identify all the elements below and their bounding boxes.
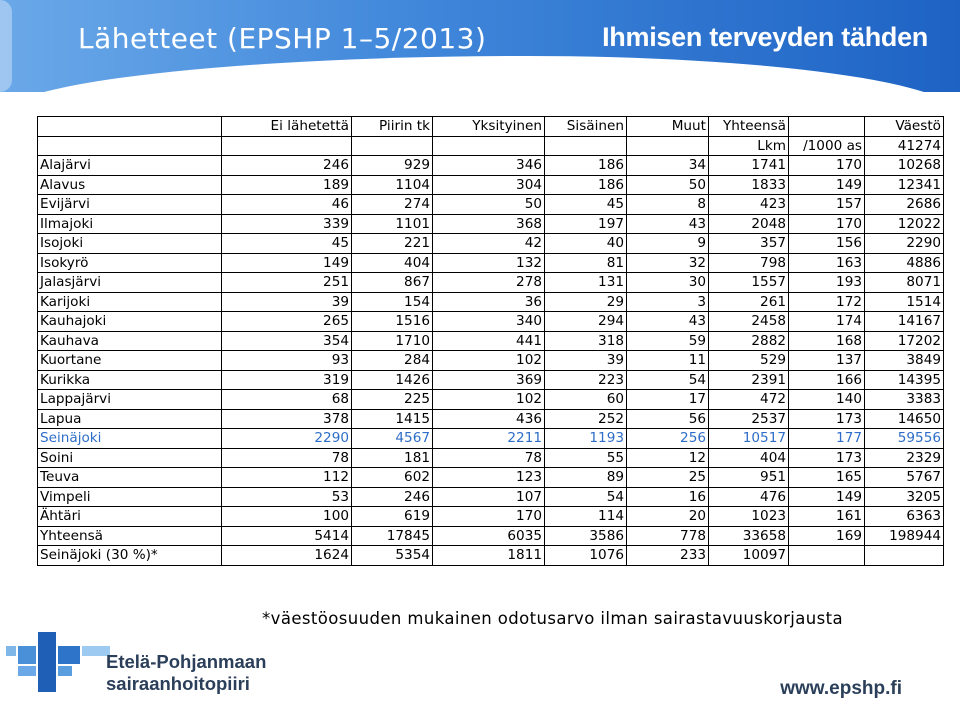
value-cell: 2290 bbox=[222, 429, 352, 449]
value-cell: 68 bbox=[222, 390, 352, 410]
table-header-cell: Lkm bbox=[709, 136, 789, 156]
value-cell: 56 bbox=[627, 409, 709, 429]
value-cell: 294 bbox=[545, 312, 627, 332]
value-cell: 17 bbox=[627, 390, 709, 410]
value-cell: 1101 bbox=[352, 214, 433, 234]
table-header-row bbox=[38, 117, 944, 137]
value-cell: 3 bbox=[627, 292, 709, 312]
value-cell: 304 bbox=[433, 175, 545, 195]
value-cell: 441 bbox=[433, 331, 545, 351]
value-cell: 59556 bbox=[865, 429, 944, 449]
value-cell: 423 bbox=[709, 195, 789, 215]
municipality-cell: Kuortane bbox=[38, 351, 222, 371]
value-cell: 173 bbox=[789, 409, 865, 429]
value-cell: 172 bbox=[789, 292, 865, 312]
value-cell: 60 bbox=[545, 390, 627, 410]
value-cell: 340 bbox=[433, 312, 545, 332]
value-cell: 5414 bbox=[222, 526, 352, 546]
municipality-cell: Karijoki bbox=[38, 292, 222, 312]
municipality-cell: Soini bbox=[38, 448, 222, 468]
value-cell: 14395 bbox=[865, 370, 944, 390]
value-cell: 163 bbox=[789, 253, 865, 273]
slide-title: Lähetteet (EPSHP 1–5/2013) bbox=[78, 22, 487, 55]
value-cell: 261 bbox=[709, 292, 789, 312]
value-cell: 951 bbox=[709, 468, 789, 488]
value-cell: 472 bbox=[709, 390, 789, 410]
value-cell: 368 bbox=[433, 214, 545, 234]
value-cell: 2290 bbox=[865, 234, 944, 254]
value-cell: 170 bbox=[789, 156, 865, 176]
table-header-cell: Yksityinen bbox=[433, 117, 545, 137]
table-header-cell bbox=[352, 136, 433, 156]
table-header-cell bbox=[38, 117, 222, 137]
table-header-cell bbox=[222, 136, 352, 156]
value-cell: 10517 bbox=[709, 429, 789, 449]
value-cell: 1193 bbox=[545, 429, 627, 449]
value-cell: 867 bbox=[352, 273, 433, 293]
table-row bbox=[38, 214, 944, 234]
value-cell: 3205 bbox=[865, 487, 944, 507]
value-cell: 12 bbox=[627, 448, 709, 468]
value-cell: 278 bbox=[433, 273, 545, 293]
value-cell: 2211 bbox=[433, 429, 545, 449]
table-row bbox=[38, 253, 944, 273]
value-cell: 42 bbox=[433, 234, 545, 254]
value-cell: 17845 bbox=[352, 526, 433, 546]
value-cell: 32 bbox=[627, 253, 709, 273]
value-cell: 137 bbox=[789, 351, 865, 371]
value-cell: 53 bbox=[222, 487, 352, 507]
value-cell: 154 bbox=[352, 292, 433, 312]
value-cell: 798 bbox=[709, 253, 789, 273]
value-cell: 357 bbox=[709, 234, 789, 254]
value-cell: 14650 bbox=[865, 409, 944, 429]
value-cell: 186 bbox=[545, 156, 627, 176]
municipality-cell: Isojoki bbox=[38, 234, 222, 254]
table-header-cell bbox=[545, 136, 627, 156]
table-row bbox=[38, 487, 944, 507]
municipality-cell: Seinäjoki (30 %)* bbox=[38, 546, 222, 566]
value-cell: 29 bbox=[545, 292, 627, 312]
table-header-cell: Muut bbox=[627, 117, 709, 137]
value-cell: 1833 bbox=[709, 175, 789, 195]
table-row bbox=[38, 292, 944, 312]
value-cell: 161 bbox=[789, 507, 865, 527]
table-row bbox=[38, 409, 944, 429]
value-cell: 149 bbox=[789, 175, 865, 195]
value-cell: 1076 bbox=[545, 546, 627, 566]
value-cell: 2329 bbox=[865, 448, 944, 468]
value-cell: 319 bbox=[222, 370, 352, 390]
value-cell: 3586 bbox=[545, 526, 627, 546]
value-cell: 169 bbox=[789, 526, 865, 546]
value-cell: 189 bbox=[222, 175, 352, 195]
value-cell: 168 bbox=[789, 331, 865, 351]
value-cell: 140 bbox=[789, 390, 865, 410]
table-row bbox=[38, 526, 944, 546]
value-cell: 39 bbox=[222, 292, 352, 312]
value-cell: 170 bbox=[433, 507, 545, 527]
value-cell: 39 bbox=[545, 351, 627, 371]
value-cell: 165 bbox=[789, 468, 865, 488]
value-cell: 181 bbox=[352, 448, 433, 468]
value-cell: 10097 bbox=[709, 546, 789, 566]
value-cell: 252 bbox=[545, 409, 627, 429]
value-cell: 100 bbox=[222, 507, 352, 527]
value-cell: 186 bbox=[545, 175, 627, 195]
value-cell: 8 bbox=[627, 195, 709, 215]
table-row bbox=[38, 370, 944, 390]
value-cell: 1023 bbox=[709, 507, 789, 527]
organization-name-line2: sairaanhoitopiiri bbox=[106, 673, 250, 694]
value-cell: 173 bbox=[789, 448, 865, 468]
slogan: Ihmisen terveyden tähden bbox=[602, 22, 928, 52]
value-cell: 25 bbox=[627, 468, 709, 488]
value-cell: 30 bbox=[627, 273, 709, 293]
value-cell: 1415 bbox=[352, 409, 433, 429]
value-cell: 602 bbox=[352, 468, 433, 488]
table-row bbox=[38, 273, 944, 293]
value-cell: 50 bbox=[627, 175, 709, 195]
value-cell: 1811 bbox=[433, 546, 545, 566]
value-cell bbox=[865, 546, 944, 566]
value-cell: 256 bbox=[627, 429, 709, 449]
value-cell: 102 bbox=[433, 390, 545, 410]
value-cell: 251 bbox=[222, 273, 352, 293]
value-cell: 17202 bbox=[865, 331, 944, 351]
value-cell: 59 bbox=[627, 331, 709, 351]
value-cell: 107 bbox=[433, 487, 545, 507]
municipality-cell: Lapua bbox=[38, 409, 222, 429]
value-cell: 9 bbox=[627, 234, 709, 254]
municipality-cell: Lappajärvi bbox=[38, 390, 222, 410]
municipality-cell: Kurikka bbox=[38, 370, 222, 390]
value-cell: 132 bbox=[433, 253, 545, 273]
value-cell: 225 bbox=[352, 390, 433, 410]
cross-logo-icon bbox=[6, 632, 110, 692]
table-row bbox=[38, 312, 944, 332]
value-cell: 149 bbox=[789, 487, 865, 507]
value-cell: 339 bbox=[222, 214, 352, 234]
value-cell: 6363 bbox=[865, 507, 944, 527]
value-cell: 378 bbox=[222, 409, 352, 429]
value-cell: 2537 bbox=[709, 409, 789, 429]
table-row bbox=[38, 546, 944, 566]
table-header-cell bbox=[627, 136, 709, 156]
value-cell: 2686 bbox=[865, 195, 944, 215]
municipality-cell: Kauhava bbox=[38, 331, 222, 351]
organization-name bbox=[106, 651, 266, 695]
table-row bbox=[38, 468, 944, 488]
value-cell: 43 bbox=[627, 214, 709, 234]
value-cell: 45 bbox=[222, 234, 352, 254]
table-row bbox=[38, 234, 944, 254]
municipality-cell: Jalasjärvi bbox=[38, 273, 222, 293]
referrals-table bbox=[37, 116, 944, 566]
value-cell: 12022 bbox=[865, 214, 944, 234]
value-cell: 54 bbox=[545, 487, 627, 507]
value-cell: 529 bbox=[709, 351, 789, 371]
value-cell: 3383 bbox=[865, 390, 944, 410]
table-header-cell: Väestö bbox=[865, 117, 944, 137]
value-cell: 131 bbox=[545, 273, 627, 293]
value-cell: 12341 bbox=[865, 175, 944, 195]
banner-corner-decoration bbox=[0, 0, 12, 92]
table-row bbox=[38, 331, 944, 351]
value-cell: 14167 bbox=[865, 312, 944, 332]
value-cell: 198944 bbox=[865, 526, 944, 546]
value-cell: 778 bbox=[627, 526, 709, 546]
value-cell: 4886 bbox=[865, 253, 944, 273]
value-cell: 45 bbox=[545, 195, 627, 215]
municipality-cell: Kauhajoki bbox=[38, 312, 222, 332]
value-cell: 34 bbox=[627, 156, 709, 176]
municipality-cell: Alavus bbox=[38, 175, 222, 195]
value-cell: 78 bbox=[222, 448, 352, 468]
value-cell: 46 bbox=[222, 195, 352, 215]
value-cell: 1741 bbox=[709, 156, 789, 176]
value-cell: 265 bbox=[222, 312, 352, 332]
value-cell: 11 bbox=[627, 351, 709, 371]
banner-swoosh-decoration bbox=[0, 56, 960, 92]
value-cell: 1710 bbox=[352, 331, 433, 351]
value-cell: 2391 bbox=[709, 370, 789, 390]
table-header-cell: 41274 bbox=[865, 136, 944, 156]
value-cell: 81 bbox=[545, 253, 627, 273]
website-link[interactable]: www.epshp.fi bbox=[780, 678, 902, 699]
municipality-cell: Alajärvi bbox=[38, 156, 222, 176]
value-cell: 114 bbox=[545, 507, 627, 527]
value-cell: 174 bbox=[789, 312, 865, 332]
value-cell: 89 bbox=[545, 468, 627, 488]
value-cell: 78 bbox=[433, 448, 545, 468]
value-cell: 223 bbox=[545, 370, 627, 390]
value-cell: 33658 bbox=[709, 526, 789, 546]
table-row bbox=[38, 448, 944, 468]
value-cell: 40 bbox=[545, 234, 627, 254]
value-cell: 221 bbox=[352, 234, 433, 254]
municipality-cell: Ähtäri bbox=[38, 507, 222, 527]
value-cell: 246 bbox=[352, 487, 433, 507]
value-cell: 404 bbox=[352, 253, 433, 273]
value-cell: 1514 bbox=[865, 292, 944, 312]
municipality-cell: Yhteensä bbox=[38, 526, 222, 546]
value-cell: 193 bbox=[789, 273, 865, 293]
value-cell: 246 bbox=[222, 156, 352, 176]
table-row bbox=[38, 156, 944, 176]
table-header-cell bbox=[789, 117, 865, 137]
value-cell: 284 bbox=[352, 351, 433, 371]
table-header-cell: Piirin tk bbox=[352, 117, 433, 137]
value-cell: 5354 bbox=[352, 546, 433, 566]
table-header-cell: /1000 as bbox=[789, 136, 865, 156]
value-cell: 112 bbox=[222, 468, 352, 488]
value-cell: 149 bbox=[222, 253, 352, 273]
value-cell: 5767 bbox=[865, 468, 944, 488]
organization-name-line1: Etelä-Pohjanmaan bbox=[106, 651, 267, 672]
value-cell: 2048 bbox=[709, 214, 789, 234]
footnote: *väestöosuuden mukainen odotusarvo ilman sairastavuuskorjausta bbox=[262, 609, 844, 628]
value-cell: 157 bbox=[789, 195, 865, 215]
municipality-cell: Seinäjoki bbox=[38, 429, 222, 449]
value-cell: 1104 bbox=[352, 175, 433, 195]
table-row bbox=[38, 195, 944, 215]
value-cell: 170 bbox=[789, 214, 865, 234]
value-cell: 102 bbox=[433, 351, 545, 371]
table-header-cell: Ei lähetettä bbox=[222, 117, 352, 137]
value-cell: 369 bbox=[433, 370, 545, 390]
table-header-cell: Sisäinen bbox=[545, 117, 627, 137]
table-body bbox=[38, 117, 944, 566]
table-row bbox=[38, 390, 944, 410]
value-cell: 166 bbox=[789, 370, 865, 390]
value-cell: 123 bbox=[433, 468, 545, 488]
table-header-cell bbox=[38, 136, 222, 156]
value-cell: 476 bbox=[709, 487, 789, 507]
value-cell: 43 bbox=[627, 312, 709, 332]
value-cell: 318 bbox=[545, 331, 627, 351]
value-cell: 436 bbox=[433, 409, 545, 429]
municipality-cell: Ilmajoki bbox=[38, 214, 222, 234]
value-cell: 3849 bbox=[865, 351, 944, 371]
value-cell: 197 bbox=[545, 214, 627, 234]
value-cell bbox=[789, 546, 865, 566]
value-cell: 1624 bbox=[222, 546, 352, 566]
value-cell: 8071 bbox=[865, 273, 944, 293]
table-row bbox=[38, 429, 944, 449]
value-cell: 10268 bbox=[865, 156, 944, 176]
table-row bbox=[38, 507, 944, 527]
value-cell: 177 bbox=[789, 429, 865, 449]
header-banner bbox=[0, 0, 960, 92]
value-cell: 233 bbox=[627, 546, 709, 566]
value-cell: 55 bbox=[545, 448, 627, 468]
value-cell: 404 bbox=[709, 448, 789, 468]
municipality-cell: Teuva bbox=[38, 468, 222, 488]
value-cell: 93 bbox=[222, 351, 352, 371]
value-cell: 1516 bbox=[352, 312, 433, 332]
value-cell: 274 bbox=[352, 195, 433, 215]
municipality-cell: Vimpeli bbox=[38, 487, 222, 507]
value-cell: 1557 bbox=[709, 273, 789, 293]
value-cell: 54 bbox=[627, 370, 709, 390]
table-row bbox=[38, 175, 944, 195]
table-header-cell: Yhteensä bbox=[709, 117, 789, 137]
value-cell: 16 bbox=[627, 487, 709, 507]
value-cell: 4567 bbox=[352, 429, 433, 449]
value-cell: 156 bbox=[789, 234, 865, 254]
municipality-cell: Isokyrö bbox=[38, 253, 222, 273]
table-subheader-row bbox=[38, 136, 944, 156]
value-cell: 6035 bbox=[433, 526, 545, 546]
value-cell: 346 bbox=[433, 156, 545, 176]
value-cell: 354 bbox=[222, 331, 352, 351]
municipality-cell: Evijärvi bbox=[38, 195, 222, 215]
value-cell: 2458 bbox=[709, 312, 789, 332]
value-cell: 1426 bbox=[352, 370, 433, 390]
value-cell: 619 bbox=[352, 507, 433, 527]
table-header-cell bbox=[433, 136, 545, 156]
value-cell: 20 bbox=[627, 507, 709, 527]
value-cell: 36 bbox=[433, 292, 545, 312]
value-cell: 2882 bbox=[709, 331, 789, 351]
table-row bbox=[38, 351, 944, 371]
value-cell: 50 bbox=[433, 195, 545, 215]
value-cell: 929 bbox=[352, 156, 433, 176]
